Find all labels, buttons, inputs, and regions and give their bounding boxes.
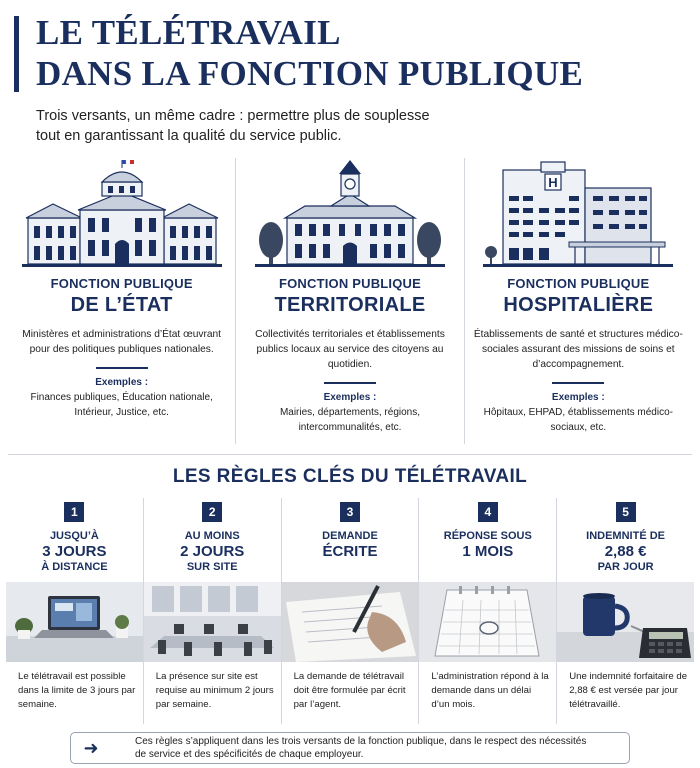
rule-heading-line2: 2,88 €: [604, 543, 647, 560]
page-title-line2: DANS LA FONCTION PUBLIQUE: [36, 54, 584, 93]
rule-heading: [282, 529, 419, 581]
state-building-illustration: [8, 158, 235, 268]
rule-heading-line2: 1 MOIS: [462, 543, 514, 560]
rule-card-5: [556, 498, 694, 724]
versant-hospitaliere-name: HOSPITALIÈRE: [503, 294, 654, 316]
subtitle-line2: tout en garantissant la qualité du service public.: [36, 128, 342, 144]
versant-territoriale-name-top: FONCTION PUBLIQUE: [278, 276, 422, 291]
versant-territoriale-description: Collectivités territoriales et établissements publics locaux au service des citoyens au quotidien.: [255, 329, 445, 370]
versant-hospitaliere-description: Établissements de santé et structures médico-sociales assurant des missions de soins et d’accompagnement.: [473, 329, 683, 370]
rule-number-badge: 3: [340, 502, 360, 522]
rule-heading: [557, 529, 694, 581]
mug-calculator-photo: [557, 582, 694, 662]
versant-hospitaliere-examples: Hôpitaux, EHPAD, établissements médico-sociaux, etc.: [483, 407, 673, 433]
town-hall-illustration: [236, 158, 463, 268]
versant-etat-examples-label: Exemples :: [95, 377, 149, 388]
hospital-sign-icon: H: [548, 175, 559, 190]
versant-territoriale: [235, 158, 463, 444]
versant-territoriale-examples: Mairies, départements, régions, intercommunalités, etc.: [279, 407, 421, 433]
title-accent-bar: [14, 16, 19, 92]
rule-heading-line3: SUR SITE: [186, 561, 238, 573]
hospital-illustration: [465, 158, 692, 268]
rule-heading-line1: RÉPONSE SOUS: [443, 530, 532, 542]
rules-title: LES RÈGLES CLÉS DU TÉLÉTRAVAIL: [172, 466, 528, 487]
rule-description: L’administration répond à la demande dans un délai d’un mois.: [431, 671, 549, 710]
versants-section: [8, 158, 692, 444]
page-subtitle: [36, 106, 496, 146]
footer-note-line1: Ces règles s’appliquent dans les trois versants de la fonction publique, dans le respect des nécessités: [135, 736, 587, 747]
rule-description: Le télétravail est possible dans la limite de 3 jours par semaine.: [18, 671, 136, 710]
laptop-desk-photo: [6, 582, 143, 662]
rule-heading: [144, 529, 281, 581]
rule-heading-line1: JUSQU’À: [49, 530, 99, 542]
rule-card-1: [6, 498, 143, 724]
versant-etat-examples: Finances publiques, Éducation nationale, Intérieur, Justice, etc.: [30, 392, 213, 418]
footer-note-line2: de service et des spécificités de chaque employeur.: [135, 749, 364, 760]
writing-hand-photo: [282, 582, 419, 662]
rule-number-badge: 4: [478, 502, 498, 522]
page-title: [36, 12, 583, 94]
footer-note: [70, 732, 630, 764]
rule-description: La présence sur site est requise au minimum 2 jours par semaine.: [155, 671, 274, 710]
versant-etat: [8, 158, 235, 444]
versant-hospitaliere-examples-label: Exemples :: [551, 392, 605, 403]
rule-heading: [6, 529, 143, 581]
rule-heading-line2: 2 JOURS: [180, 543, 245, 560]
versant-etat-name-top: FONCTION PUBLIQUE: [50, 276, 193, 291]
office-room-photo: [144, 582, 281, 662]
versant-territoriale-examples-label: Exemples :: [323, 392, 377, 403]
versant-etat-name: DE L’ÉTAT: [70, 294, 173, 316]
rule-number-badge: 5: [616, 502, 636, 522]
versant-etat-description: Ministères et administrations d’État œuvrant pour des politiques publiques nationales.: [22, 329, 222, 355]
rule-heading-line3: À DISTANCE: [41, 561, 108, 573]
versant-territoriale-divider: [324, 382, 376, 384]
section-divider: [8, 454, 692, 455]
rule-card-3: [281, 498, 419, 724]
arrow-right-icon: ➜: [83, 737, 99, 758]
rule-heading-line2: ÉCRITE: [322, 543, 378, 560]
rule-heading-line1: DEMANDE: [322, 530, 378, 542]
rule-card-2: [143, 498, 281, 724]
versant-etat-divider: [96, 367, 148, 369]
rule-description: La demande de télétravail doit être formulée par écrit par l’agent.: [293, 671, 406, 710]
versant-hospitaliere: [464, 158, 692, 444]
rule-description: Une indemnité forfaitaire de 2,88 € est versée par jour télétravaillé.: [569, 671, 688, 710]
rule-heading-line1: INDEMNITÉ DE: [586, 530, 665, 542]
rule-card-4: [418, 498, 556, 724]
versant-hospitaliere-divider: [552, 382, 604, 384]
rules-section: [6, 498, 694, 724]
rule-number-badge: 1: [64, 502, 84, 522]
rule-heading-line1: AU MOINS: [184, 530, 240, 542]
rule-heading-line3: PAR JOUR: [597, 561, 654, 573]
rule-heading: [419, 529, 556, 581]
versant-hospitaliere-name-top: FONCTION PUBLIQUE: [507, 276, 650, 291]
rule-number-badge: 2: [202, 502, 222, 522]
versant-territoriale-name: TERRITORIALE: [274, 294, 426, 316]
subtitle-line1: Trois versants, un même cadre : permettre plus de souplesse: [36, 108, 430, 124]
footer-note-text: [111, 735, 611, 761]
rule-heading-line2: 3 JOURS: [42, 543, 107, 560]
page-title-line1: LE TÉLÉTRAVAIL: [36, 13, 341, 52]
desk-calendar-photo: [419, 582, 556, 662]
